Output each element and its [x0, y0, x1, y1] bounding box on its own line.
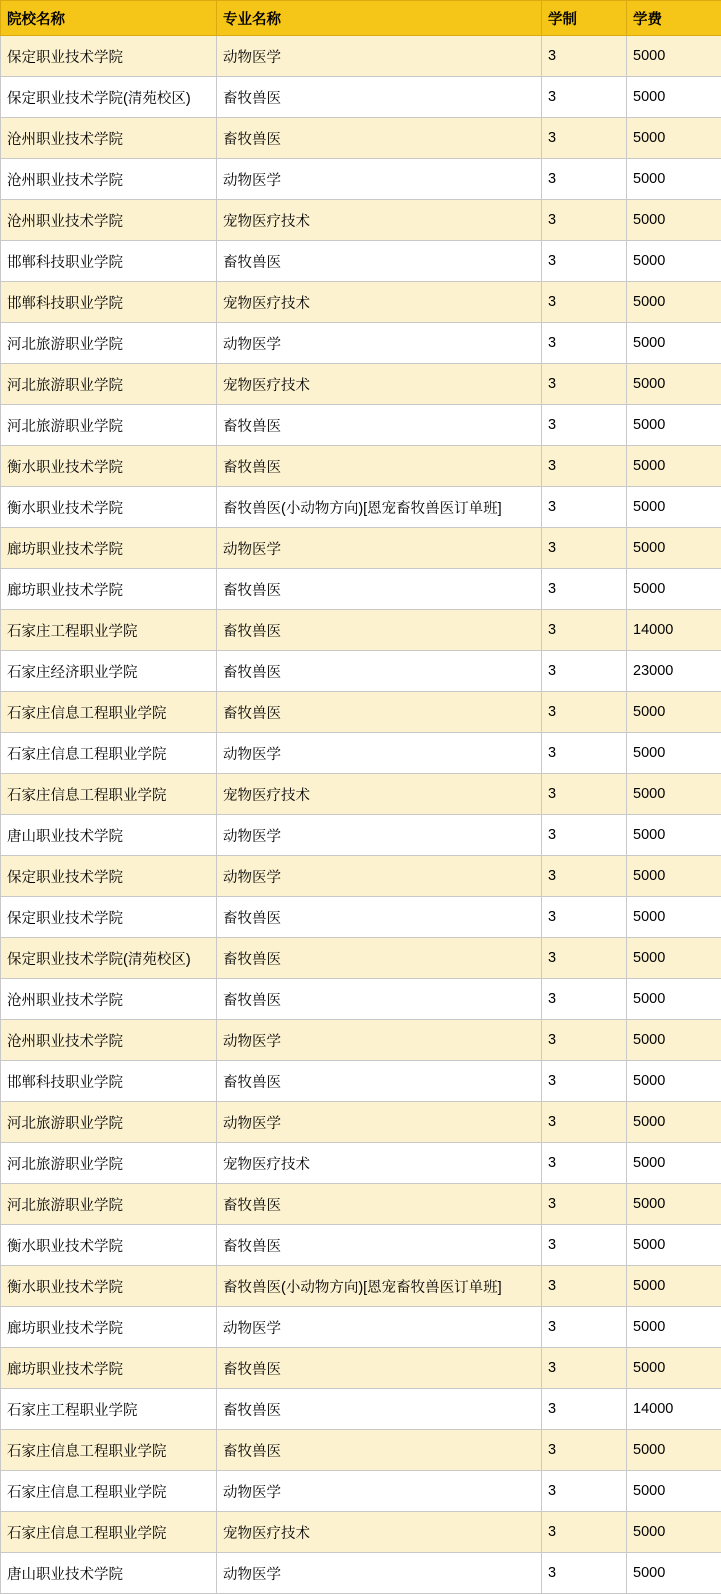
major-name-cell: 畜牧兽医 [217, 241, 542, 282]
major-name-cell: 宠物医疗技术 [217, 282, 542, 323]
school-name-cell: 河北旅游职业学院 [1, 364, 217, 405]
duration-cell: 3 [542, 938, 627, 979]
tuition-cell: 5000 [627, 446, 721, 487]
column-header-tuition: 学费 [627, 1, 721, 36]
major-name-cell: 畜牧兽医 [217, 897, 542, 938]
tuition-cell: 5000 [627, 856, 721, 897]
school-name-cell: 河北旅游职业学院 [1, 1102, 217, 1143]
tuition-cell: 5000 [627, 1512, 721, 1553]
tuition-cell: 5000 [627, 241, 721, 282]
major-name-cell: 畜牧兽医 [217, 1225, 542, 1266]
table-row [1, 856, 721, 897]
duration-cell: 3 [542, 1430, 627, 1471]
tuition-cell: 5000 [627, 1471, 721, 1512]
table-header-row [1, 1, 721, 36]
tuition-cell: 5000 [627, 1266, 721, 1307]
major-name-cell: 宠物医疗技术 [217, 200, 542, 241]
school-name-cell: 石家庄信息工程职业学院 [1, 1430, 217, 1471]
duration-cell: 3 [542, 1471, 627, 1512]
school-name-cell: 沧州职业技术学院 [1, 1020, 217, 1061]
school-name-cell: 保定职业技术学院 [1, 856, 217, 897]
tuition-cell: 5000 [627, 774, 721, 815]
table-row [1, 1020, 721, 1061]
duration-cell: 3 [542, 1061, 627, 1102]
tuition-cell: 5000 [627, 569, 721, 610]
tuition-cell: 5000 [627, 815, 721, 856]
table-row [1, 1389, 721, 1430]
duration-cell: 3 [542, 528, 627, 569]
table-row [1, 1061, 721, 1102]
school-name-cell: 沧州职业技术学院 [1, 118, 217, 159]
major-name-cell: 动物医学 [217, 36, 542, 77]
major-name-cell: 宠物医疗技术 [217, 774, 542, 815]
major-name-cell: 畜牧兽医(小动物方向)[恩宠畜牧兽医订单班] [217, 487, 542, 528]
school-name-cell: 廊坊职业技术学院 [1, 569, 217, 610]
major-name-cell: 动物医学 [217, 528, 542, 569]
table-row [1, 979, 721, 1020]
major-name-cell: 畜牧兽医 [217, 1184, 542, 1225]
school-name-cell: 沧州职业技术学院 [1, 200, 217, 241]
duration-cell: 3 [542, 282, 627, 323]
table-row [1, 1471, 721, 1512]
duration-cell: 3 [542, 733, 627, 774]
tuition-cell: 5000 [627, 1348, 721, 1389]
tuition-cell: 5000 [627, 1020, 721, 1061]
tuition-cell: 5000 [627, 323, 721, 364]
tuition-cell: 5000 [627, 364, 721, 405]
tuition-cell: 5000 [627, 979, 721, 1020]
duration-cell: 3 [542, 446, 627, 487]
duration-cell: 3 [542, 1020, 627, 1061]
tuition-cell: 5000 [627, 1102, 721, 1143]
table-row [1, 651, 721, 692]
major-name-cell: 宠物医疗技术 [217, 364, 542, 405]
school-name-cell: 衡水职业技术学院 [1, 487, 217, 528]
table-row [1, 1225, 721, 1266]
major-name-cell: 畜牧兽医 [217, 979, 542, 1020]
table-row [1, 692, 721, 733]
table-row [1, 897, 721, 938]
school-name-cell: 邯郸科技职业学院 [1, 282, 217, 323]
table-row [1, 1553, 721, 1594]
school-name-cell: 邯郸科技职业学院 [1, 1061, 217, 1102]
duration-cell: 3 [542, 979, 627, 1020]
tuition-cell: 14000 [627, 610, 721, 651]
duration-cell: 3 [542, 1143, 627, 1184]
school-name-cell: 河北旅游职业学院 [1, 1143, 217, 1184]
school-name-cell: 沧州职业技术学院 [1, 979, 217, 1020]
major-name-cell: 畜牧兽医 [217, 651, 542, 692]
school-name-cell: 保定职业技术学院(清苑校区) [1, 938, 217, 979]
major-name-cell: 动物医学 [217, 159, 542, 200]
table-row [1, 1348, 721, 1389]
tuition-cell: 5000 [627, 405, 721, 446]
duration-cell: 3 [542, 1348, 627, 1389]
major-name-cell: 动物医学 [217, 815, 542, 856]
table-row [1, 1430, 721, 1471]
major-name-cell: 动物医学 [217, 1307, 542, 1348]
table-row [1, 446, 721, 487]
major-name-cell: 宠物医疗技术 [217, 1143, 542, 1184]
duration-cell: 3 [542, 856, 627, 897]
duration-cell: 3 [542, 1389, 627, 1430]
tuition-cell: 5000 [627, 692, 721, 733]
tuition-cell: 5000 [627, 118, 721, 159]
tuition-cell: 5000 [627, 1430, 721, 1471]
duration-cell: 3 [542, 1266, 627, 1307]
duration-cell: 3 [542, 1553, 627, 1594]
tuition-cell: 5000 [627, 938, 721, 979]
major-name-cell: 动物医学 [217, 1020, 542, 1061]
school-name-cell: 衡水职业技术学院 [1, 1266, 217, 1307]
tuition-cell: 5000 [627, 1184, 721, 1225]
school-name-cell: 衡水职业技术学院 [1, 446, 217, 487]
table-row [1, 1307, 721, 1348]
school-name-cell: 沧州职业技术学院 [1, 159, 217, 200]
tuition-cell: 5000 [627, 897, 721, 938]
table-row [1, 241, 721, 282]
major-name-cell: 动物医学 [217, 1471, 542, 1512]
table-row [1, 1143, 721, 1184]
school-name-cell: 廊坊职业技术学院 [1, 1307, 217, 1348]
school-name-cell: 河北旅游职业学院 [1, 323, 217, 364]
tuition-cell: 23000 [627, 651, 721, 692]
school-name-cell: 石家庄信息工程职业学院 [1, 774, 217, 815]
tuition-cell: 5000 [627, 1553, 721, 1594]
major-name-cell: 畜牧兽医 [217, 1348, 542, 1389]
tuition-cell: 14000 [627, 1389, 721, 1430]
school-name-cell: 石家庄信息工程职业学院 [1, 692, 217, 733]
duration-cell: 3 [542, 610, 627, 651]
school-name-cell: 石家庄信息工程职业学院 [1, 1471, 217, 1512]
major-name-cell: 动物医学 [217, 856, 542, 897]
duration-cell: 3 [542, 897, 627, 938]
tuition-cell: 5000 [627, 1307, 721, 1348]
school-name-cell: 石家庄信息工程职业学院 [1, 733, 217, 774]
column-header-major: 专业名称 [217, 1, 542, 36]
tuition-cell: 5000 [627, 282, 721, 323]
table-row [1, 77, 721, 118]
table-row [1, 569, 721, 610]
duration-cell: 3 [542, 487, 627, 528]
table-row [1, 323, 721, 364]
table-row [1, 282, 721, 323]
school-name-cell: 衡水职业技术学院 [1, 1225, 217, 1266]
school-name-cell: 石家庄工程职业学院 [1, 610, 217, 651]
duration-cell: 3 [542, 569, 627, 610]
duration-cell: 3 [542, 1225, 627, 1266]
table-header [1, 1, 721, 36]
tuition-cell: 5000 [627, 159, 721, 200]
major-name-cell: 畜牧兽医(小动物方向)[恩宠畜牧兽医订单班] [217, 1266, 542, 1307]
table-row [1, 528, 721, 569]
duration-cell: 3 [542, 36, 627, 77]
duration-cell: 3 [542, 1184, 627, 1225]
major-name-cell: 畜牧兽医 [217, 1061, 542, 1102]
table-row [1, 118, 721, 159]
duration-cell: 3 [542, 651, 627, 692]
table-row [1, 1102, 721, 1143]
duration-cell: 3 [542, 815, 627, 856]
major-name-cell: 畜牧兽医 [217, 692, 542, 733]
table-row [1, 938, 721, 979]
school-name-cell: 保定职业技术学院 [1, 897, 217, 938]
duration-cell: 3 [542, 77, 627, 118]
school-name-cell: 廊坊职业技术学院 [1, 1348, 217, 1389]
major-name-cell: 动物医学 [217, 323, 542, 364]
table-row [1, 774, 721, 815]
duration-cell: 3 [542, 405, 627, 446]
table-row [1, 364, 721, 405]
major-name-cell: 畜牧兽医 [217, 610, 542, 651]
tuition-cell: 5000 [627, 77, 721, 118]
table-row [1, 1512, 721, 1553]
school-name-cell: 保定职业技术学院 [1, 36, 217, 77]
duration-cell: 3 [542, 200, 627, 241]
tuition-cell: 5000 [627, 487, 721, 528]
table-row [1, 159, 721, 200]
tuition-cell: 5000 [627, 1225, 721, 1266]
major-name-cell: 畜牧兽医 [217, 77, 542, 118]
table-row [1, 610, 721, 651]
school-name-cell: 保定职业技术学院(清苑校区) [1, 77, 217, 118]
table-body [1, 36, 721, 1594]
school-name-cell: 唐山职业技术学院 [1, 1553, 217, 1594]
major-name-cell: 畜牧兽医 [217, 1389, 542, 1430]
duration-cell: 3 [542, 774, 627, 815]
major-name-cell: 宠物医疗技术 [217, 1512, 542, 1553]
school-name-cell: 河北旅游职业学院 [1, 1184, 217, 1225]
school-name-cell: 唐山职业技术学院 [1, 815, 217, 856]
table-row [1, 200, 721, 241]
major-name-cell: 动物医学 [217, 1553, 542, 1594]
school-name-cell: 廊坊职业技术学院 [1, 528, 217, 569]
column-header-duration: 学制 [542, 1, 627, 36]
table-row [1, 1184, 721, 1225]
tuition-cell: 5000 [627, 200, 721, 241]
table-row [1, 1266, 721, 1307]
duration-cell: 3 [542, 1102, 627, 1143]
major-name-cell: 动物医学 [217, 733, 542, 774]
tuition-cell: 5000 [627, 1143, 721, 1184]
duration-cell: 3 [542, 1307, 627, 1348]
school-name-cell: 邯郸科技职业学院 [1, 241, 217, 282]
major-name-cell: 畜牧兽医 [217, 446, 542, 487]
table-row [1, 815, 721, 856]
duration-cell: 3 [542, 159, 627, 200]
major-name-cell: 动物医学 [217, 1102, 542, 1143]
table-row [1, 405, 721, 446]
duration-cell: 3 [542, 241, 627, 282]
school-name-cell: 石家庄信息工程职业学院 [1, 1512, 217, 1553]
table-row [1, 487, 721, 528]
school-name-cell: 石家庄工程职业学院 [1, 1389, 217, 1430]
tuition-cell: 5000 [627, 1061, 721, 1102]
major-name-cell: 畜牧兽医 [217, 405, 542, 446]
school-name-cell: 石家庄经济职业学院 [1, 651, 217, 692]
major-name-cell: 畜牧兽医 [217, 1430, 542, 1471]
duration-cell: 3 [542, 364, 627, 405]
major-name-cell: 畜牧兽医 [217, 938, 542, 979]
column-header-school: 院校名称 [1, 1, 217, 36]
major-name-cell: 畜牧兽医 [217, 569, 542, 610]
duration-cell: 3 [542, 323, 627, 364]
duration-cell: 3 [542, 118, 627, 159]
tuition-cell: 5000 [627, 733, 721, 774]
school-name-cell: 河北旅游职业学院 [1, 405, 217, 446]
tuition-cell: 5000 [627, 36, 721, 77]
table-row [1, 733, 721, 774]
tuition-cell: 5000 [627, 528, 721, 569]
major-name-cell: 畜牧兽医 [217, 118, 542, 159]
duration-cell: 3 [542, 692, 627, 733]
table-row [1, 36, 721, 77]
duration-cell: 3 [542, 1512, 627, 1553]
